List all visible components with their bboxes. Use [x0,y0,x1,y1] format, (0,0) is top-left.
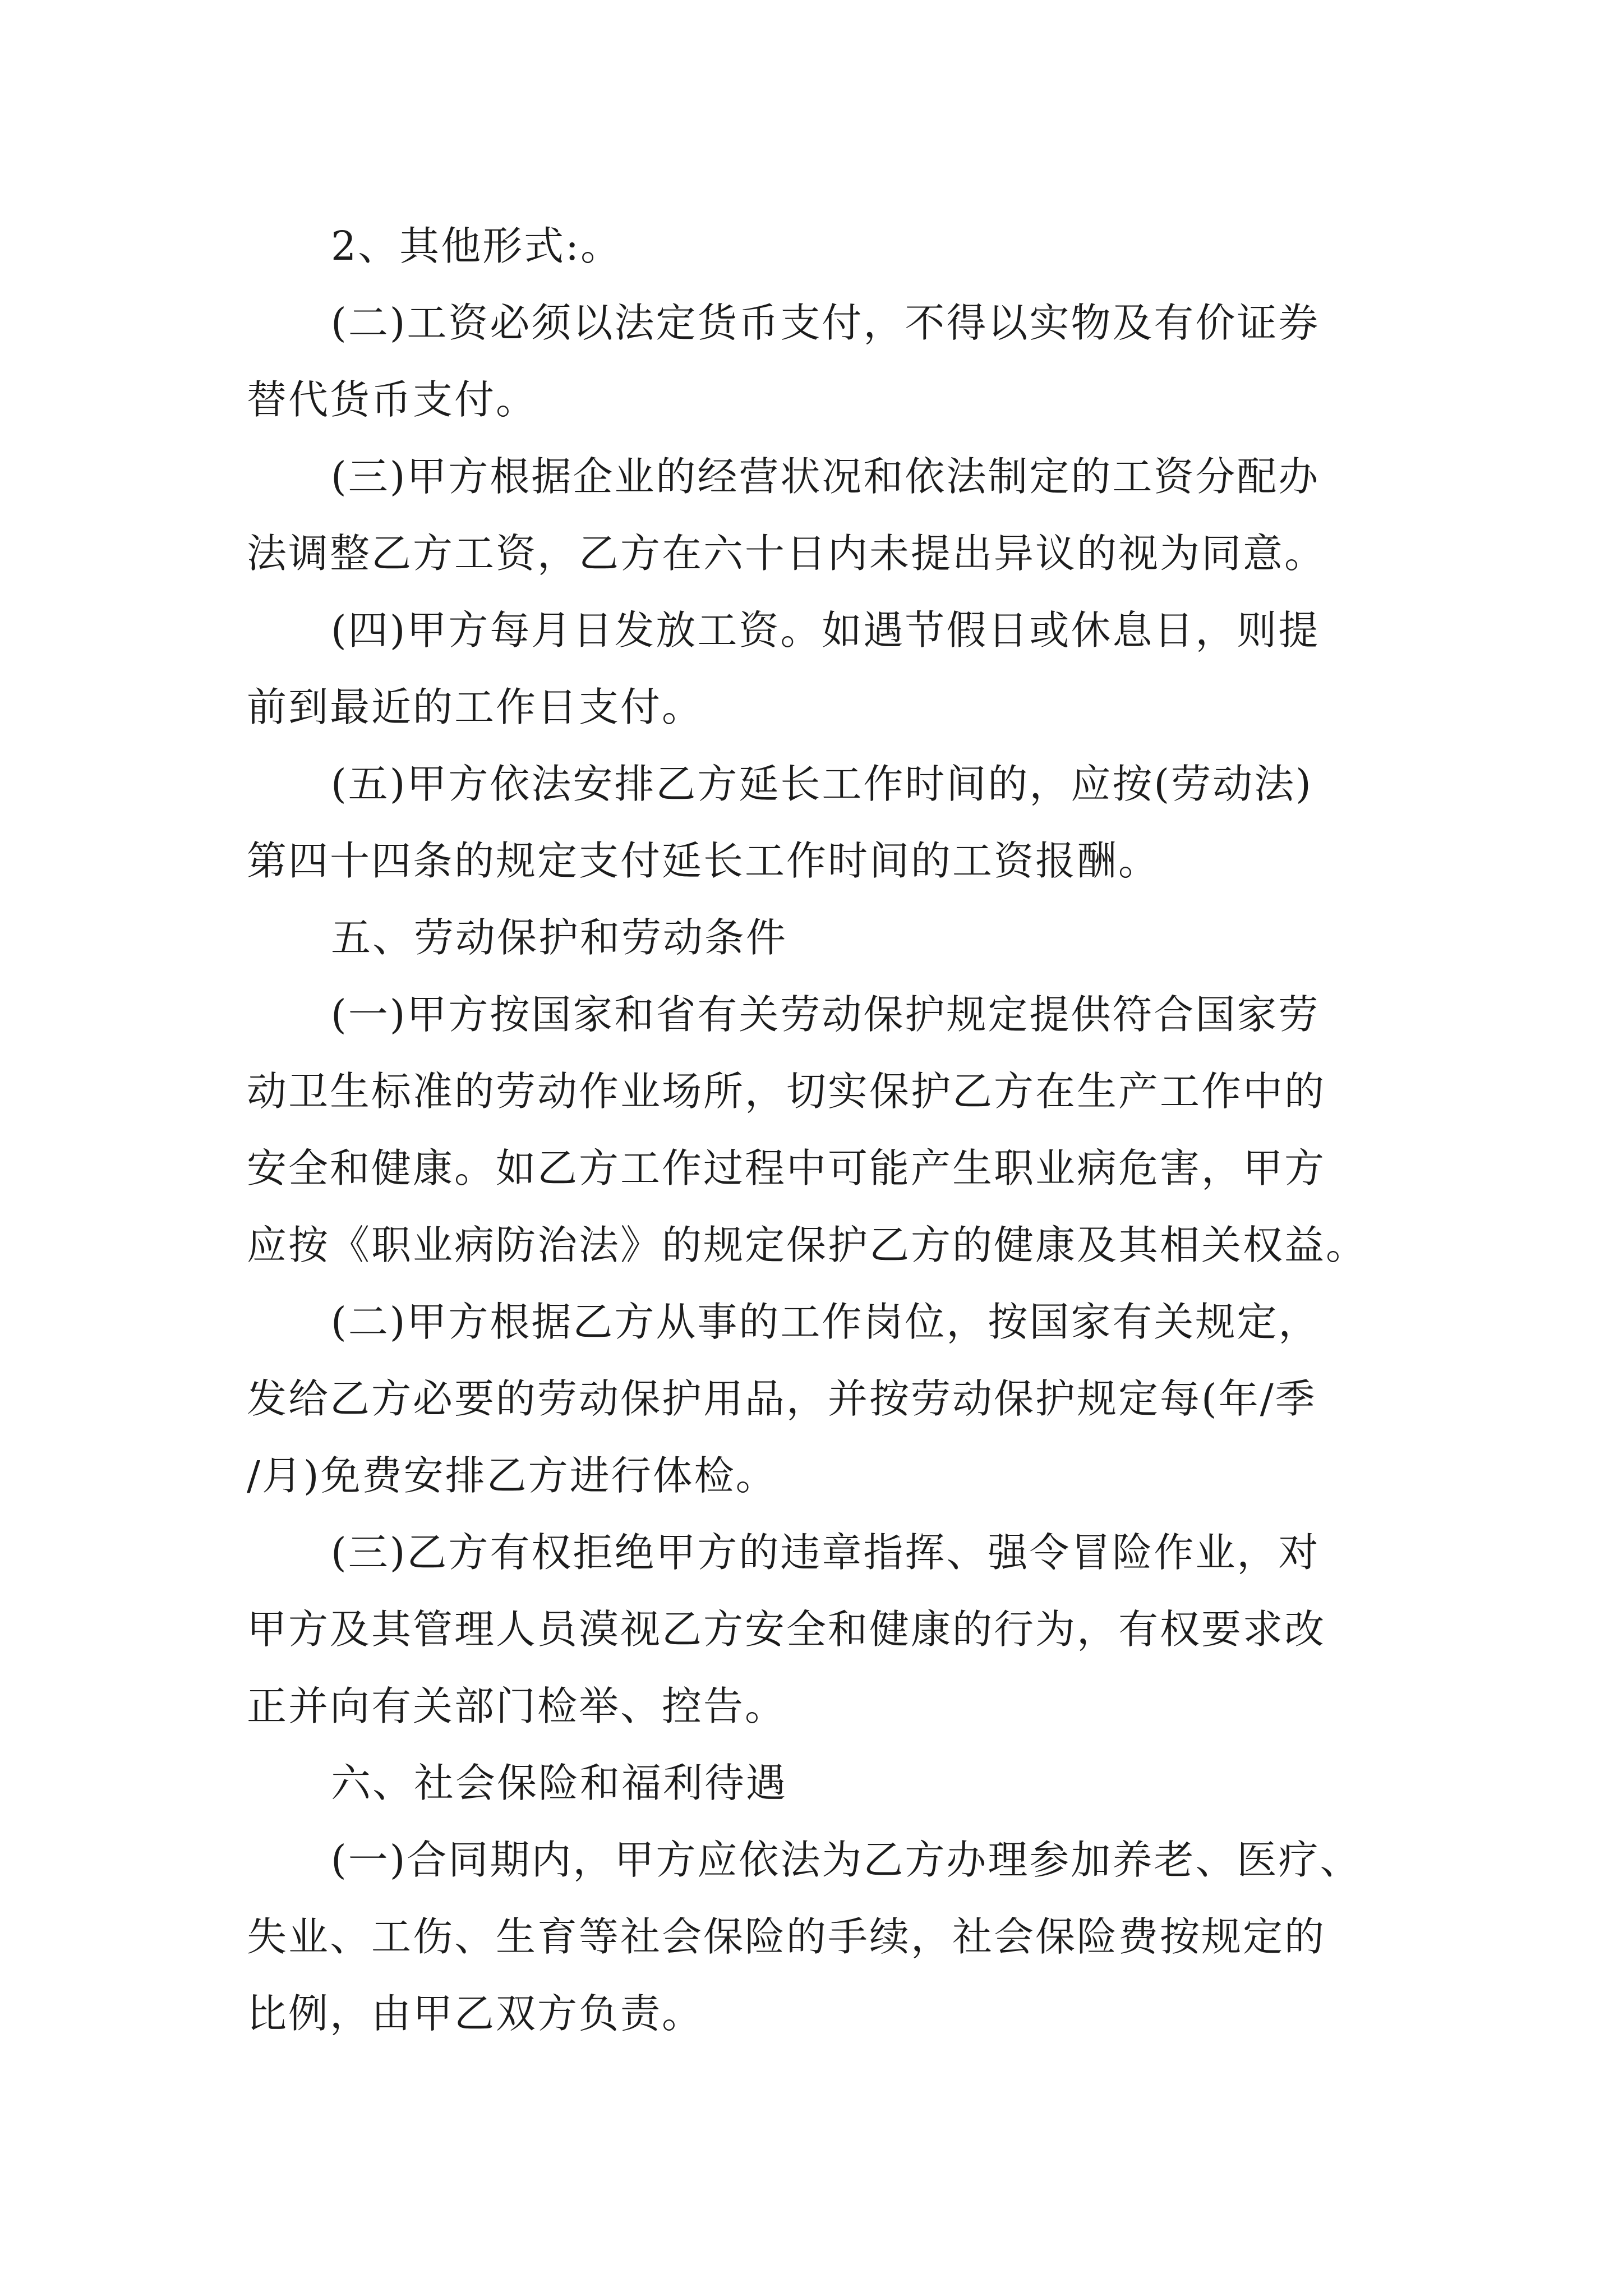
text-line: 发给乙方必要的劳动保护用品，并按劳动保护规定每(年/季 [247,1375,1317,1422]
text-line: 前到最近的工作日支付。 [247,684,704,730]
text-line: (四)甲方每月日发放工资。如遇节假日或休息日，则提 [331,607,1320,654]
text-line: (一)合同期内，甲方应依法为乙方办理参加养老、医疗、 [331,1837,1362,1883]
text-line: 甲方及其管理人员漠视乙方安全和健康的行为，有权要求改 [247,1606,1326,1653]
text-line: 失业、工伤、生育等社会保险的手续，社会保险费按规定的 [247,1913,1326,1960]
text-line: (三)甲方根据企业的经营状况和依法制定的工资分配办 [331,453,1320,500]
text-line: (三)乙方有权拒绝甲方的违章指挥、强令冒险作业，对 [331,1529,1320,1576]
text-line: (一)甲方按国家和省有关劳动保护规定提供符合国家劳 [331,991,1320,1038]
text-line: (五)甲方依法安排乙方延长工作时间的，应按(劳动法) [331,761,1313,807]
text-line: 应按《职业病防治法》的规定保护乙方的健康及其相关权益。 [247,1222,1368,1268]
text-line: 法调整乙方工资，乙方在六十日内未提出异议的视为同意。 [247,530,1326,577]
text-line: 动卫生标准的劳动作业场所，切实保护乙方在生产工作中的 [247,1068,1326,1115]
text-line: (二)甲方根据乙方从事的工作岗位，按国家有关规定， [331,1299,1320,1345]
text-line: 第四十四条的规定支付延长工作时间的工资报酬。 [247,838,1160,884]
text-line: 安全和健康。如乙方工作过程中可能产生职业病危害，甲方 [247,1145,1326,1191]
text-line: 六、社会保险和福利待遇 [331,1760,788,1806]
text-line: (二)工资必须以法定货币支付，不得以实物及有价证券 [331,300,1320,346]
text-line: 五、劳动保护和劳动条件 [331,914,788,961]
text-line: 2、其他形式:。 [331,223,623,269]
text-line: 正并向有关部门检举、控告。 [247,1683,787,1729]
text-line: 替代货币支付。 [247,376,538,423]
document-body [247,208,1374,2052]
text-line: 比例，由甲乙双方负责。 [247,1990,704,2037]
text-line: /月)免费安排乙方进行体检。 [247,1452,777,1499]
